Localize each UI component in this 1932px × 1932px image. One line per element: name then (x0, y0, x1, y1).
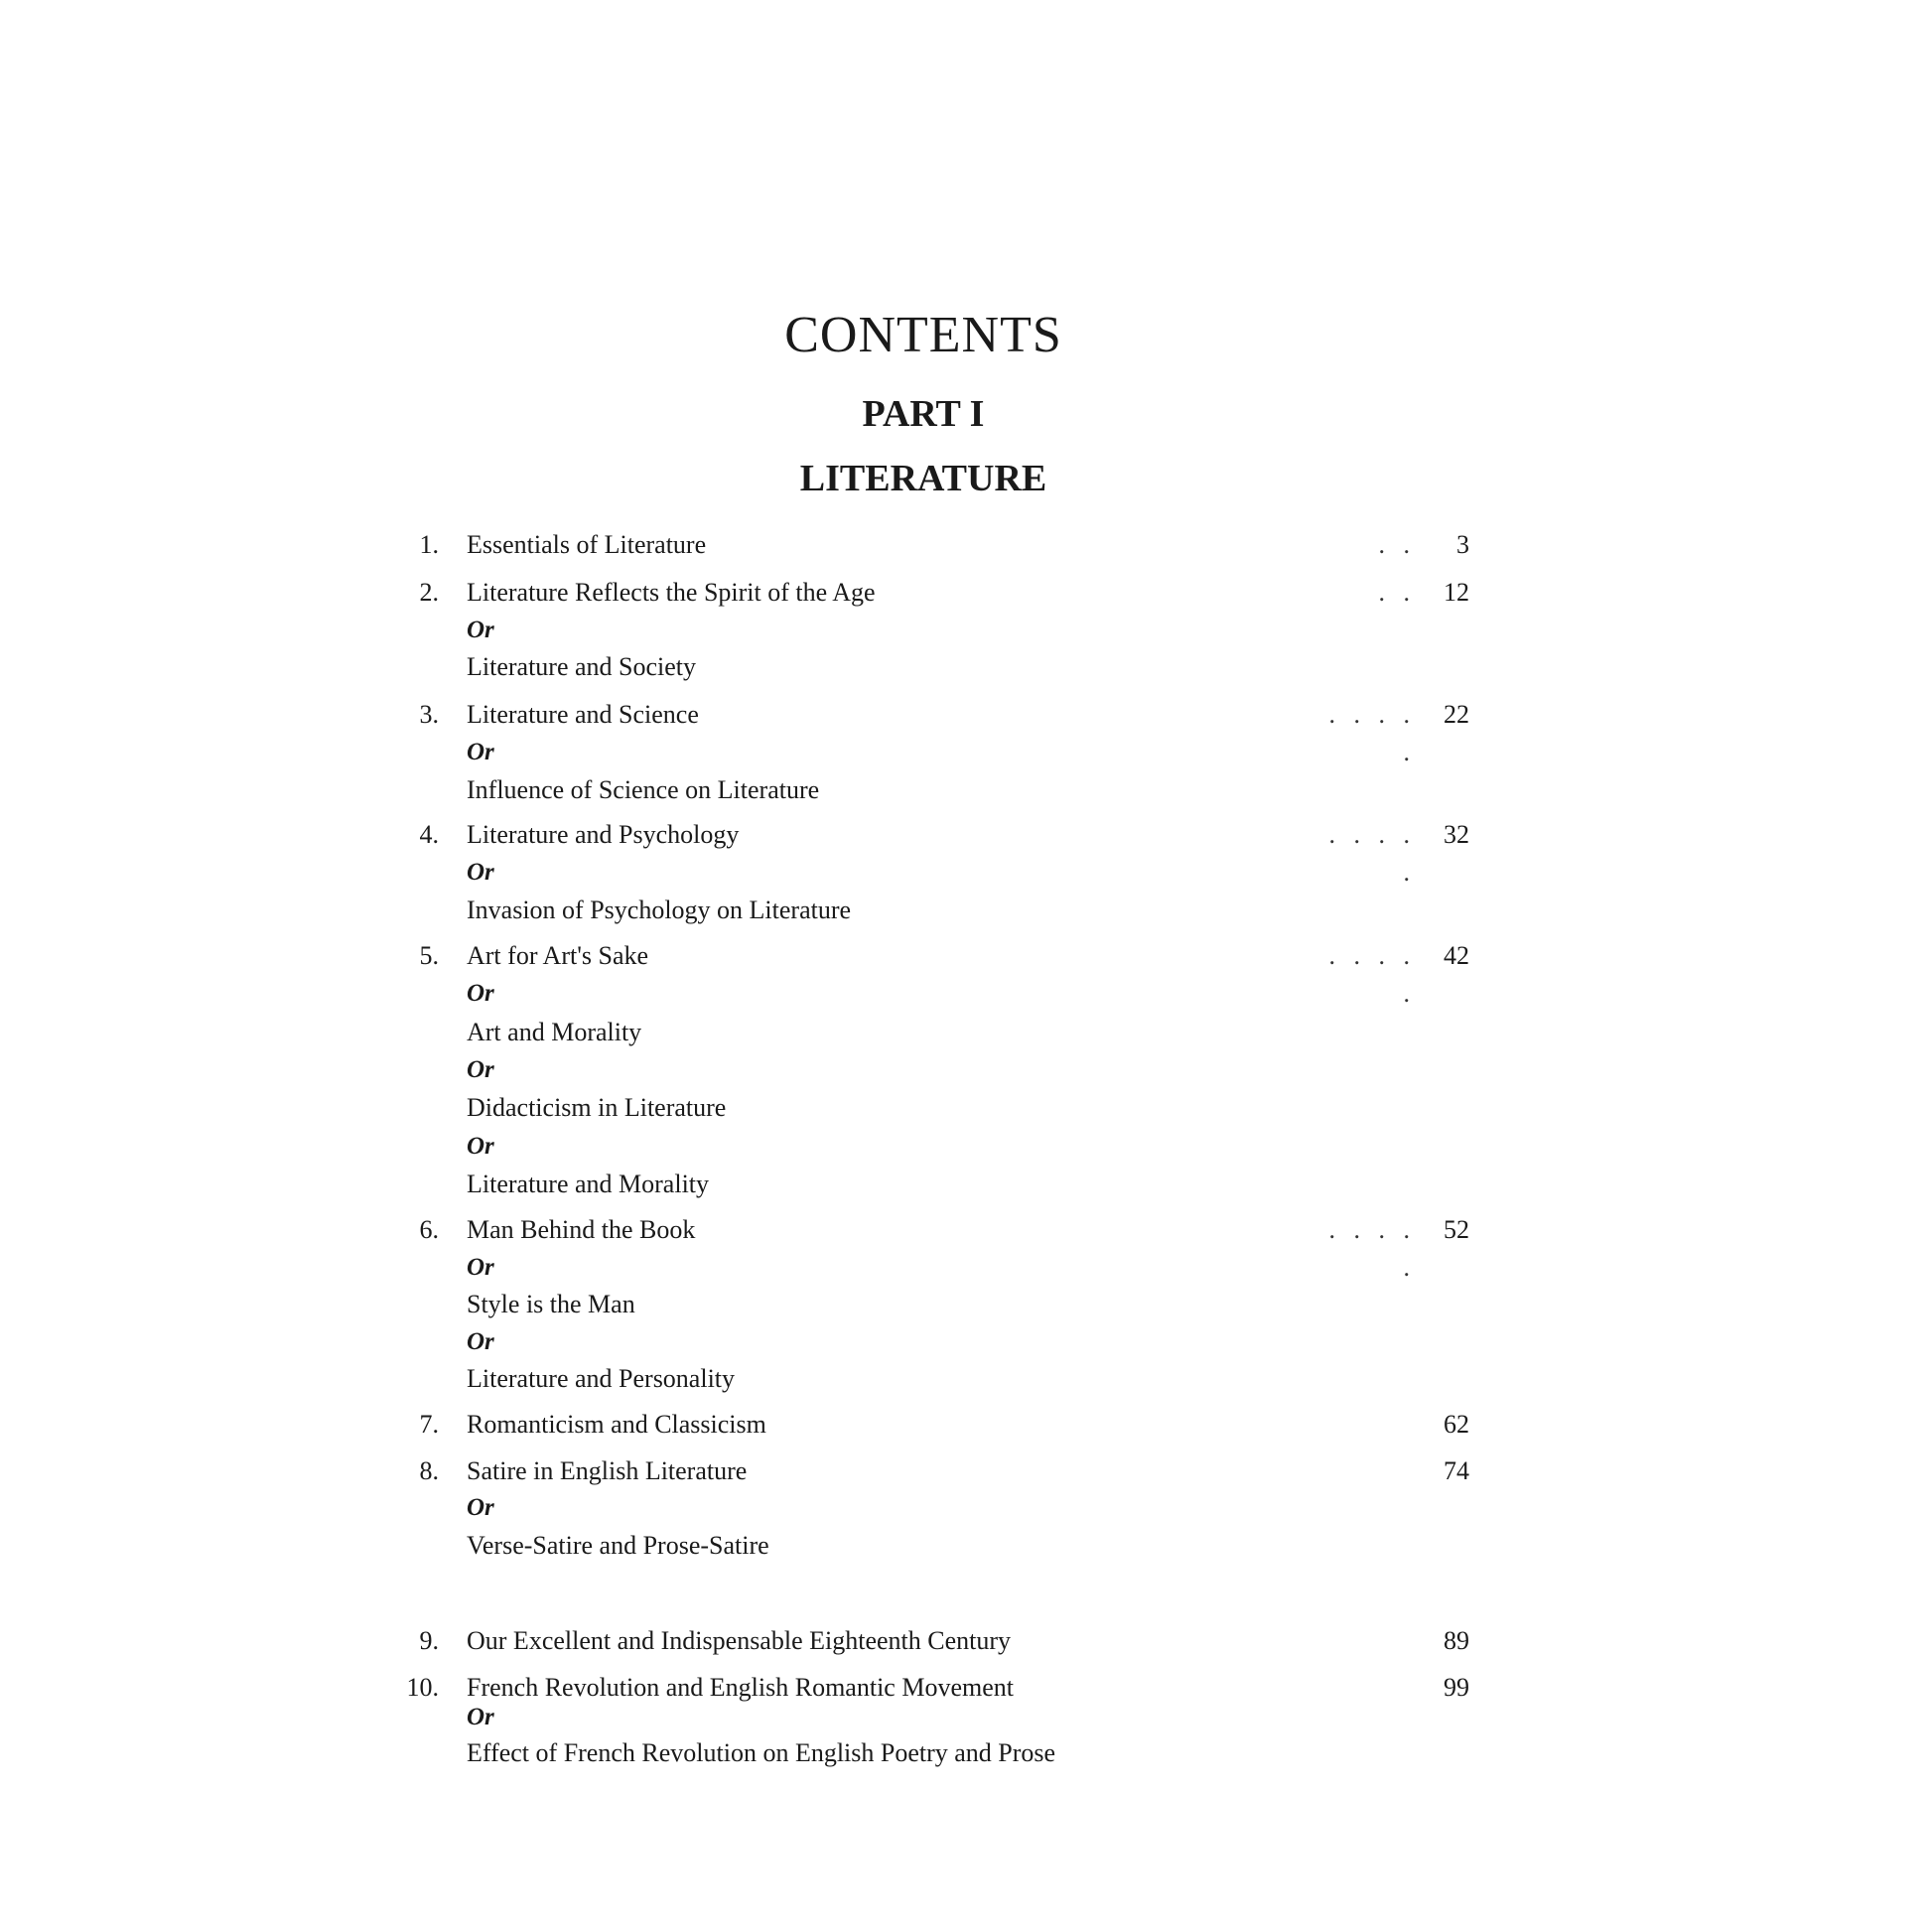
alternative-or: Or (467, 1056, 494, 1083)
entry-title: Our Excellent and Indispensable Eighteenth Century (467, 1626, 1012, 1655)
entry-title: Literature Reflects the Spirit of the Age (467, 578, 876, 607)
dot-leader: . . . . . (1328, 820, 1416, 887)
alternative-or: Or (467, 739, 494, 765)
page-number: 74 (1444, 1456, 1469, 1485)
entry-title: Man Behind the Book (467, 1215, 696, 1244)
alternative-or: Or (467, 980, 494, 1007)
alternative-or: Or (467, 1133, 494, 1160)
contents-heading: CONTENTS (784, 307, 1062, 363)
entry-title: French Revolution and English Romantic Movement (467, 1673, 1014, 1702)
entry-number: 5. (419, 941, 439, 970)
dot-leader: . . . . . (1328, 1215, 1416, 1282)
entry-number: 2. (419, 578, 439, 607)
page-number: 3 (1456, 530, 1469, 559)
page-number: 89 (1444, 1626, 1469, 1655)
entry-title: Art and Morality (467, 1018, 642, 1046)
entry-number: 9. (419, 1626, 439, 1655)
alternative-or: Or (467, 617, 494, 643)
entry-title: Art for Art's Sake (467, 941, 649, 970)
page-number: 99 (1444, 1673, 1469, 1702)
entry-title: Satire in English Literature (467, 1456, 748, 1485)
alternative-or: Or (467, 1328, 494, 1355)
page-number: 62 (1444, 1410, 1469, 1439)
entry-title: Literature and Morality (467, 1170, 710, 1198)
alternative-or: Or (467, 1254, 494, 1281)
entry-title: Literature and Personality (467, 1364, 736, 1393)
alternative-or: Or (467, 1704, 494, 1730)
entry-title: Essentials of Literature (467, 530, 707, 559)
entry-title: Style is the Man (467, 1290, 635, 1318)
part-heading: PART I (862, 393, 985, 435)
dot-leader: . . (1378, 530, 1416, 559)
entry-number: 3. (419, 700, 439, 729)
entry-number: 10. (406, 1673, 439, 1702)
entry-title: Effect of French Revolution on English Poetry and Prose (467, 1738, 1056, 1767)
entry-title: Literature and Psychology (467, 820, 740, 849)
page-number: 32 (1444, 820, 1469, 849)
page-number: 42 (1444, 941, 1469, 970)
entry-number: 6. (419, 1215, 439, 1244)
entry-number: 8. (419, 1456, 439, 1485)
entry-title: Literature and Society (467, 652, 697, 681)
section-heading: LITERATURE (799, 458, 1047, 499)
alternative-or: Or (467, 1494, 494, 1521)
page-number: 52 (1444, 1215, 1469, 1244)
dot-leader: . . . . . (1328, 941, 1416, 1008)
page-number: 22 (1444, 700, 1469, 729)
dot-leader: . . (1378, 578, 1416, 607)
entry-title: Romanticism and Classicism (467, 1410, 766, 1439)
alternative-or: Or (467, 859, 494, 886)
entry-title: Invasion of Psychology on Literature (467, 896, 852, 924)
entry-title: Didacticism in Literature (467, 1093, 727, 1122)
entry-number: 7. (419, 1410, 439, 1439)
entry-title: Influence of Science on Literature (467, 775, 820, 804)
entry-title: Verse-Satire and Prose-Satire (467, 1531, 769, 1560)
entry-number: 1. (419, 530, 439, 559)
entry-number: 4. (419, 820, 439, 849)
entry-title: Literature and Science (467, 700, 699, 729)
page-number: 12 (1444, 578, 1469, 607)
dot-leader: . . . . . (1328, 700, 1416, 766)
